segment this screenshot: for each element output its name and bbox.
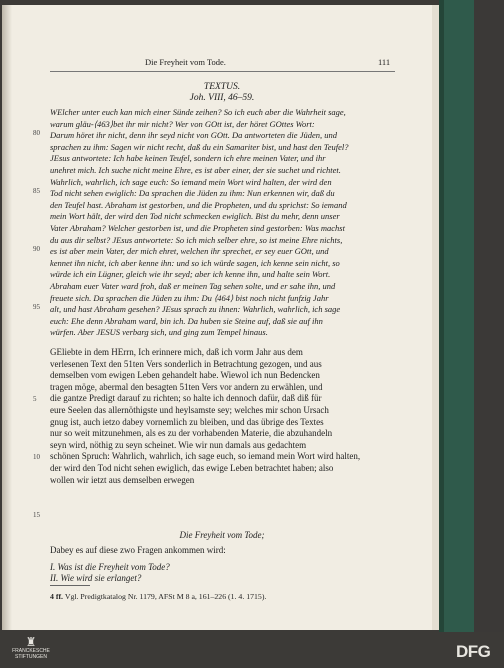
question-one: I. Was ist die Freyheit vom Tode?: [50, 562, 170, 572]
text-line: wollen wir ietzt aus demselben erwegen: [50, 474, 195, 485]
text-line: sprachen zu ihm: Sagen wir nicht recht, daß du ein Samariter bist, und hast den Teufel?: [50, 141, 349, 152]
text-line: den Teufel hast. Abraham ist gestorben, und die Propheten, und du sprichst: So iemand: [50, 199, 347, 210]
text-line: mein Wort hält, der wird den Tod nicht schmecken ewiglich. Bist du mehr, denn unser: [50, 211, 340, 222]
page-edges: [432, 5, 439, 630]
text-line: seyn wird, nöthig zu seyn scheinet. Wie wir nun damals aus gedachtem: [50, 439, 307, 450]
running-head: Die Freyheit vom Tode.: [145, 57, 226, 67]
text-line: die gantze Predigt darauf zu richten; so halte ich dennoch dafür, daß diß für: [50, 393, 322, 404]
text-reference: Joh. VIII, 46–59.: [189, 93, 255, 103]
header-rule: [50, 71, 395, 72]
footnote-text: Vgl. Predigtkatalog Nr. 1179, AFSt M 8 a, 161–226 (1. 4. 1715).: [64, 592, 267, 601]
page-number: 111: [378, 57, 391, 67]
text-line: warum gläu-⟨463⟩bet ihr mir nicht? Wer von GOtt ist, der höret GOttes Wort:: [50, 118, 315, 129]
line-number: 90: [33, 245, 40, 253]
logo-line-2: STIFTUNGEN: [15, 654, 47, 660]
footer-bar: [0, 632, 504, 668]
text-line: würfen. Aber JESUS verbarg sich, und ging zum Tempel hinaus.: [50, 327, 268, 338]
text-line: Abraham euer Vater ward froh, daß er meinen Tag sehen solte, und er sahe ihn, und: [50, 280, 336, 291]
text-line: Wahrlich, wahrlich, ich sage euch: So iemand mein Wort wird halten, der wird den: [50, 176, 332, 187]
text-line: eure Seelen das allernöthigste und heylsamste sey; welches mir schon Ursach: [50, 404, 329, 415]
question-two: II. Wie wird sie erlanget?: [50, 573, 142, 583]
sermon-body: [50, 347, 395, 486]
scan-background: [474, 0, 504, 632]
franckesche-stiftungen-logo: [8, 636, 54, 664]
page-gutter-shadow: [2, 5, 12, 630]
text-line: kennet ihn nicht, ich aber kenne ihn: und so ich würde sagen, ich kenne sein nicht, so: [50, 257, 340, 268]
foundation-emblem-icon: ♜: [25, 635, 37, 649]
text-line: es ist aber mein Vater, der mich ehret, welchen ihr sprechet, er sey euer GOtt, und: [50, 246, 329, 257]
text-line: du aus dir selbst? JEsus antwortete: So ich mich selber ehre, so ist meine Ehre nichts,: [50, 234, 343, 245]
text-line: demselben vom ewigen Leben gehandelt habe. Wiewol ich nun Bedencken: [50, 370, 320, 381]
text-line: unehret mich. Ich suche nicht meine Ehre, es ist aber einer, der sie suchet und richtet.: [50, 164, 341, 175]
text-line: freuete sich. Da sprachen die Jüden zu ihm: Du ⟨464⟩ bist noch nicht funfzig Jahr: [50, 292, 329, 303]
text-line: GEliebte in dem HErrn, Ich erinnere mich, daß ich vorm Jahr aus dem: [50, 347, 303, 357]
text-line: JEsus antwortete: Ich habe keinen Teufel, sondern ich ehre meinen Vater, und ihr: [50, 153, 326, 164]
line-number: 85: [33, 187, 40, 195]
text-line: nur so weit mitzunehmen, als es zu der vorhabenden Materie, die abzuhandeln: [50, 428, 333, 439]
text-line: würde ich ein Lügner, gleich wie ihr seyd; aber ich kenne ihn, und halte sein Wort.: [50, 269, 331, 280]
footnote-ref: 4 ff.: [50, 592, 63, 601]
text-line: Darum höret ihr nicht, denn ihr seyd nicht von GOtt. Da antworteten die Jüden, und: [50, 130, 337, 141]
text-line: WElcher unter euch kan mich einer Sünde zeihen? So ich euch aber die Wahrheit sage,: [50, 107, 346, 117]
footnote: [50, 592, 266, 601]
dfg-logo: DFG: [456, 642, 491, 661]
line-number: 5: [33, 395, 37, 403]
logo-line-1: FRANCKESCHE: [12, 648, 50, 654]
footnote-rule: [50, 585, 90, 586]
section-title: Die Freyheit vom Tode;: [179, 530, 265, 540]
line-number: 15: [33, 511, 40, 519]
text-line: euch: Ehe denn Abraham ward, bin ich. Da huben sie Steine auf, daß sie auf ihn: [50, 315, 323, 326]
text-line: schönen Spruch: Wahrlich, wahrlich, ich sage euch, so iemand mein Wort wird halten,: [50, 451, 361, 462]
line-number: 10: [33, 453, 40, 461]
text-line: der wird den Tod nicht sehen ewiglich, das ewige Leben betrachtet haben; also: [50, 462, 334, 473]
text-line: alt, und hast Abraham gesehen? JEsus sprach zu ihnen: Wahrlich, wahrlich, ich sage: [50, 304, 341, 315]
text-line: gnug ist, auch ietzo dabey vornemlich zu bleiben, und das übrige des Textes: [50, 416, 324, 427]
text-title: TEXTUS.: [203, 82, 241, 92]
line-number: 95: [33, 303, 40, 311]
book-cover-shade: [439, 0, 444, 632]
text-line: verlesenen Text den 51ten Vers sonderlich in Betrachtung gezogen, und aus: [50, 358, 322, 369]
scripture-passage: [50, 107, 395, 339]
text-line: Vater Abraham? Welcher gestorben ist, und die Propheten sind gestorben: Was machst: [50, 222, 345, 233]
text-line: tragen möge, abermal den besagten 51ten Vers vor andern zu erwählen, und: [50, 381, 323, 392]
intro-line: Dabey es auf diese zwo Fragen ankommen wird:: [50, 545, 226, 555]
line-number: 80: [33, 129, 40, 137]
text-line: Tod nicht sehen ewiglich: Da sprachen die Jüden zu ihm: Nun erkennen wir, daß du: [50, 188, 335, 199]
